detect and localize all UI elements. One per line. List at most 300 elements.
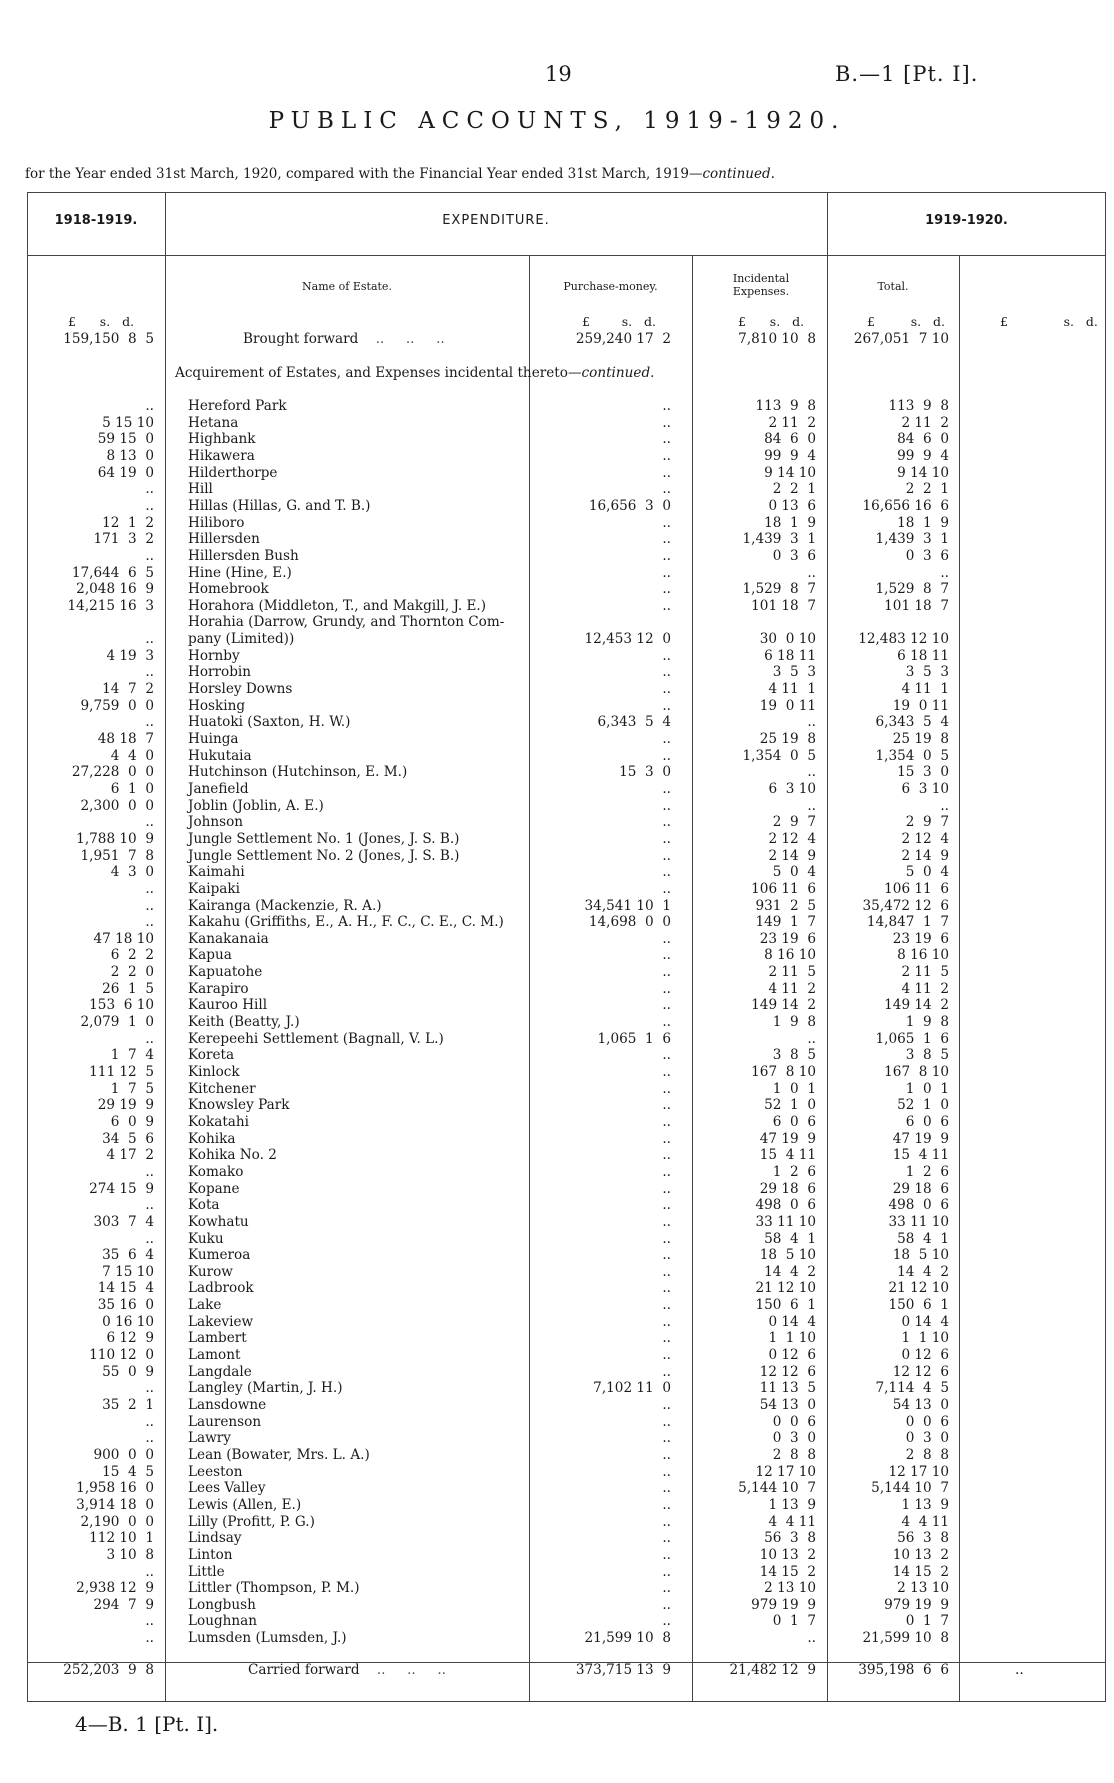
row-incidental-expenses: 56 3 8 <box>764 1530 816 1547</box>
row-incidental-expenses: 113 9 8 <box>755 398 816 414</box>
row-incidental-expenses: 25 19 8 <box>759 731 816 747</box>
row-prev-1918: 55 0 9 <box>102 1363 154 1380</box>
row-total: 0 1 7 <box>905 1613 949 1630</box>
row-prev-1918: .. <box>145 1380 154 1397</box>
row-purchase-money: .. <box>662 864 671 881</box>
row-purchase-money: .. <box>662 1047 671 1064</box>
row-prev-1918: 47 18 10 <box>93 930 154 947</box>
row-purchase-money: .. <box>662 531 671 548</box>
row-purchase-money: 21,599 10 8 <box>584 1630 671 1647</box>
row-incidental-expenses: 47 19 9 <box>759 1130 816 1147</box>
row-purchase-money: .. <box>662 930 671 947</box>
row-total: 6 3 10 <box>901 780 949 797</box>
row-incidental-expenses: 54 13 0 <box>759 1397 816 1413</box>
row-estate-name: Hetana <box>188 414 239 431</box>
row-estate-name: Kota <box>188 1197 220 1214</box>
row-estate-name: Lawry <box>188 1430 231 1447</box>
table-row <box>0 748 1114 765</box>
row-prev-1918: 153 6 10 <box>89 997 154 1014</box>
row-purchase-money: .. <box>662 1064 671 1080</box>
table-row <box>0 415 1114 432</box>
table-row <box>0 581 1114 598</box>
colhead-purchase-money: Purchase-money. <box>563 280 658 293</box>
row-incidental-expenses: 5,144 10 7 <box>738 1480 816 1497</box>
section-heading-text: Acquirement of Estates, and Expenses incidental thereto <box>175 365 568 381</box>
row-estate-name: Lansdowne <box>188 1397 267 1413</box>
row-estate-name: Johnson <box>188 814 244 831</box>
row-prev-1918: 274 15 9 <box>89 1180 154 1197</box>
leader-dots: .. .. .. <box>359 1662 446 1678</box>
row-incidental-expenses: 3 8 5 <box>772 1047 816 1064</box>
row-prev-1918: .. <box>145 1230 154 1247</box>
table-row <box>0 481 1114 498</box>
row-incidental-expenses: 18 1 9 <box>764 514 816 531</box>
table-row <box>0 1464 1114 1481</box>
header-1919: 1919-1920. <box>925 213 1008 228</box>
row-estate-name: Ladbrook <box>188 1280 254 1297</box>
row-total: 2 2 1 <box>905 481 949 498</box>
table-row <box>0 881 1114 898</box>
row-purchase-money: 15 3 0 <box>619 764 671 781</box>
row-incidental-expenses: 23 19 6 <box>759 930 816 947</box>
table-row <box>0 1280 1114 1297</box>
row-prev-1918: 294 7 9 <box>93 1596 154 1613</box>
row-total: 54 13 0 <box>892 1397 949 1413</box>
row-estate-name: Hillersden <box>188 531 260 548</box>
row-estate-name: Horahia (Darrow, Grundy, and Thornton Com- <box>188 614 505 631</box>
row-incidental-expenses: 2 14 9 <box>768 847 816 864</box>
row-prev-1918: 6 0 9 <box>110 1113 154 1130</box>
row-total: 14 15 2 <box>892 1563 949 1580</box>
row-incidental-expenses: 150 6 1 <box>755 1297 816 1314</box>
row-estate-name: Langley (Martin, J. H.) <box>188 1380 343 1397</box>
row-total: 0 14 4 <box>901 1313 949 1330</box>
row-estate-name: Hikawera <box>188 447 255 464</box>
brought-forward-row <box>0 331 1114 348</box>
row-estate-name: Kowhatu <box>188 1213 249 1230</box>
units-purchase: £ s. d. <box>582 314 657 329</box>
row-purchase-money: 6,343 5 4 <box>597 714 671 731</box>
row-incidental-expenses: 99 9 4 <box>764 447 816 464</box>
carried-forward-total: 395,198 6 6 <box>858 1662 949 1678</box>
row-estate-name: Hill <box>188 481 213 498</box>
carried-forward-label <box>248 1662 600 1679</box>
row-purchase-money: 7,102 11 0 <box>593 1380 671 1397</box>
table-row <box>0 1264 1114 1281</box>
row-total: 21 12 10 <box>888 1280 949 1297</box>
row-purchase-money: .. <box>662 1463 671 1480</box>
row-incidental-expenses: 2 9 7 <box>772 814 816 831</box>
row-prev-1918: 900 0 0 <box>93 1446 154 1463</box>
row-incidental-expenses: 12 17 10 <box>755 1463 816 1480</box>
row-estate-name: Leeston <box>188 1463 243 1480</box>
row-estate-name: Lake <box>188 1297 222 1314</box>
row-estate-name: Hutchinson (Hutchinson, E. M.) <box>188 764 408 781</box>
table-row <box>0 548 1114 565</box>
row-total: 6 0 6 <box>905 1113 949 1130</box>
table-row <box>0 1364 1114 1381</box>
row-prev-1918: 111 12 5 <box>89 1064 154 1080</box>
row-total: 4 11 2 <box>901 980 949 997</box>
table-row <box>0 964 1114 981</box>
row-incidental-expenses: 1,529 8 7 <box>742 581 816 598</box>
row-incidental-expenses: .. <box>807 714 816 731</box>
row-prev-1918: 6 1 0 <box>110 780 154 797</box>
row-total: 14 4 2 <box>897 1263 949 1280</box>
table-row <box>0 448 1114 465</box>
table-row <box>0 398 1114 415</box>
row-incidental-expenses: 14 4 2 <box>764 1263 816 1280</box>
row-estate-name: Lewis (Allen, E.) <box>188 1496 302 1513</box>
row-incidental-expenses: 149 1 7 <box>755 914 816 931</box>
row-total: 10 13 2 <box>892 1546 949 1563</box>
row-prev-1918: 1 7 4 <box>110 1047 154 1064</box>
row-estate-name: Horsley Downs <box>188 681 293 698</box>
row-estate-name: Hillas (Hillas, G. and T. B.) <box>188 497 371 514</box>
units-right: £ s. d. <box>1000 314 1098 329</box>
subtitle-continued: —continued. <box>688 166 775 182</box>
row-prev-1918: 2,190 0 0 <box>80 1513 154 1530</box>
row-estate-name: Langdale <box>188 1363 252 1380</box>
row-incidental-expenses: 14 15 2 <box>759 1563 816 1580</box>
row-purchase-money: .. <box>662 1213 671 1230</box>
row-purchase-money: .. <box>662 1247 671 1264</box>
row-total: 14,847 1 7 <box>866 914 949 931</box>
row-estate-name: Kokatahi <box>188 1113 249 1130</box>
row-prev-1918: 48 18 7 <box>97 731 154 747</box>
row-incidental-expenses: 15 4 11 <box>759 1147 816 1164</box>
row-estate-name: Kohika <box>188 1130 236 1147</box>
row-incidental-expenses: 0 13 6 <box>768 497 816 514</box>
brought-forward-name: Brought forward <box>243 331 359 347</box>
row-purchase-money: .. <box>662 1180 671 1197</box>
row-total: 2 8 8 <box>905 1446 949 1463</box>
units-1918: £ s. d. <box>68 314 135 329</box>
row-estate-name: Kumeroa <box>188 1247 251 1264</box>
table-row <box>0 1147 1114 1164</box>
row-incidental-expenses: 1,354 0 5 <box>742 747 816 764</box>
row-estate-name: Hereford Park <box>188 398 287 414</box>
units-total: £ s. d. <box>867 314 945 329</box>
row-incidental-expenses: 6 18 11 <box>764 647 816 664</box>
table-row <box>0 1397 1114 1414</box>
table-row <box>0 848 1114 865</box>
row-total: 106 11 6 <box>884 880 949 897</box>
row-total: 18 5 10 <box>892 1247 949 1264</box>
row-estate-name: Janefield <box>188 780 249 797</box>
row-total: 47 19 9 <box>892 1130 949 1147</box>
row-incidental-expenses: 4 4 11 <box>768 1513 816 1530</box>
row-prev-1918: .. <box>145 631 154 648</box>
row-prev-1918: 171 3 2 <box>93 531 154 548</box>
row-estate-name: Keith (Beatty, J.) <box>188 1014 300 1031</box>
row-incidental-expenses: .. <box>807 564 816 581</box>
row-incidental-expenses: 0 3 0 <box>772 1430 816 1447</box>
row-prev-1918: 64 19 0 <box>97 464 154 481</box>
row-purchase-money: .. <box>662 1130 671 1147</box>
row-incidental-expenses: 0 0 6 <box>772 1413 816 1430</box>
row-total: 1,354 0 5 <box>875 747 949 764</box>
row-total: 498 0 6 <box>888 1197 949 1214</box>
row-prev-1918: .. <box>145 1163 154 1180</box>
row-total: 5 0 4 <box>905 864 949 881</box>
row-incidental-expenses: 2 12 4 <box>768 830 816 847</box>
row-prev-1918: 27,228 0 0 <box>71 764 154 781</box>
table-row <box>0 1014 1114 1031</box>
row-incidental-expenses: 0 12 6 <box>768 1347 816 1364</box>
table-row <box>0 781 1114 798</box>
row-total: 12 12 6 <box>892 1363 949 1380</box>
row-estate-name: Karapiro <box>188 980 249 997</box>
row-total: 99 9 4 <box>897 447 949 464</box>
row-estate-name: Littler (Thompson, P. M.) <box>188 1580 360 1597</box>
row-prev-1918: 35 6 4 <box>102 1247 154 1264</box>
row-incidental-expenses: 10 13 2 <box>759 1546 816 1563</box>
row-total: 0 3 0 <box>905 1430 949 1447</box>
row-purchase-money: .. <box>662 697 671 714</box>
row-prev-1918: .. <box>145 481 154 498</box>
row-prev-1918: .. <box>145 814 154 831</box>
row-prev-1918: .. <box>145 897 154 914</box>
row-prev-1918: 2,048 16 9 <box>76 581 154 598</box>
brought-forward-label <box>243 331 595 348</box>
row-estate-name: Kuku <box>188 1230 224 1247</box>
row-incidental-expenses: 1 2 6 <box>772 1163 816 1180</box>
row-total: 2 14 9 <box>901 847 949 864</box>
row-prev-1918: .. <box>145 1630 154 1647</box>
row-incidental-expenses: 9 14 10 <box>764 464 816 481</box>
header-expenditure: EXPENDITURE. <box>442 213 550 228</box>
row-prev-1918: 1 7 5 <box>110 1080 154 1097</box>
row-total: 167 8 10 <box>884 1064 949 1080</box>
table-row <box>0 598 1114 615</box>
row-purchase-money: .. <box>662 681 671 698</box>
subtitle <box>25 166 775 182</box>
row-prev-1918: 2,300 0 0 <box>80 797 154 814</box>
row-prev-1918: 12 1 2 <box>102 514 154 531</box>
row-incidental-expenses: 12 12 6 <box>759 1363 816 1380</box>
row-total: 16,656 16 6 <box>862 497 949 514</box>
row-prev-1918: 14 15 4 <box>97 1280 154 1297</box>
row-incidental-expenses: 979 19 9 <box>751 1596 816 1613</box>
row-incidental-expenses: 6 3 10 <box>768 780 816 797</box>
row-estate-name: Kaimahi <box>188 864 245 881</box>
row-purchase-money: .. <box>662 1297 671 1314</box>
row-estate-name: Kerepeehi Settlement (Bagnall, V. L.) <box>188 1030 444 1047</box>
row-total: 101 18 7 <box>884 597 949 614</box>
row-total: 2 12 4 <box>901 830 949 847</box>
row-purchase-money: .. <box>662 1546 671 1563</box>
row-prev-1918: 9,759 0 0 <box>80 697 154 714</box>
row-estate-name: Kairanga (Mackenzie, R. A.) <box>188 897 382 914</box>
row-prev-1918: .. <box>145 664 154 681</box>
row-total: 2 9 7 <box>905 814 949 831</box>
row-incidental-expenses: 167 8 10 <box>751 1064 816 1080</box>
row-purchase-money: .. <box>662 1313 671 1330</box>
row-prev-1918: 2,079 1 0 <box>80 1014 154 1031</box>
row-prev-1918: 6 12 9 <box>106 1330 154 1347</box>
row-purchase-money: .. <box>662 1097 671 1114</box>
row-prev-1918: .. <box>145 1197 154 1214</box>
row-purchase-money: .. <box>662 597 671 614</box>
carried-forward-row <box>0 1662 1114 1679</box>
document-reference: B.—1 [Pt. I]. <box>835 62 979 86</box>
row-total: 9 14 10 <box>897 464 949 481</box>
row-prev-1918: 303 7 4 <box>93 1213 154 1230</box>
row-purchase-money: .. <box>662 830 671 847</box>
row-prev-1918: 26 1 5 <box>102 980 154 997</box>
table-row <box>0 614 1114 631</box>
row-estate-name: Horahora (Middleton, T., and Makgill, J. E.) <box>188 597 487 614</box>
row-total: 1 13 9 <box>901 1496 949 1513</box>
row-estate-name: Little <box>188 1563 225 1580</box>
row-total: 2 11 5 <box>901 964 949 981</box>
row-prev-1918: 4 17 2 <box>106 1147 154 1164</box>
row-total: 979 19 9 <box>884 1596 949 1613</box>
table-row <box>0 1480 1114 1497</box>
row-prev-1918: 0 16 10 <box>102 1313 154 1330</box>
row-estate-name: Kohika No. 2 <box>188 1147 277 1164</box>
row-total: 1,065 1 6 <box>875 1030 949 1047</box>
row-total: 19 0 11 <box>892 697 949 714</box>
table-row <box>0 898 1114 915</box>
row-estate-name: Kinlock <box>188 1064 240 1080</box>
row-estate-name: Hilderthorpe <box>188 464 278 481</box>
table-row <box>0 1580 1114 1597</box>
row-incidental-expenses: 8 16 10 <box>764 947 816 964</box>
table-row <box>0 1031 1114 1048</box>
row-prev-1918: 8 13 0 <box>106 447 154 464</box>
row-estate-name: Kanakanaia <box>188 930 269 947</box>
row-purchase-money: .. <box>662 1113 671 1130</box>
row-prev-1918: 4 3 0 <box>110 864 154 881</box>
row-incidental-expenses: 0 3 6 <box>772 547 816 564</box>
row-incidental-expenses: 33 11 10 <box>755 1213 816 1230</box>
row-total: 3 5 3 <box>905 664 949 681</box>
row-incidental-expenses: 1 0 1 <box>772 1080 816 1097</box>
row-estate-name: Kurow <box>188 1263 233 1280</box>
row-prev-1918: .. <box>145 1613 154 1630</box>
row-total: .. <box>940 564 949 581</box>
page-number: 19 <box>545 62 572 86</box>
table-row <box>0 631 1114 648</box>
row-total: 6,343 5 4 <box>875 714 949 731</box>
row-purchase-money: .. <box>662 1530 671 1547</box>
row-purchase-money: .. <box>662 1263 671 1280</box>
table-row <box>0 1447 1114 1464</box>
table-row <box>0 664 1114 681</box>
row-total: 15 3 0 <box>897 764 949 781</box>
row-incidental-expenses: 2 13 10 <box>764 1580 816 1597</box>
colhead-name-of-estate: Name of Estate. <box>302 280 392 293</box>
table-row <box>0 1613 1114 1630</box>
row-estate-name: Hiliboro <box>188 514 245 531</box>
row-estate-name: Laurenson <box>188 1413 262 1430</box>
row-estate-name: Huinga <box>188 731 239 747</box>
brought-forward-prev: 159,150 8 5 <box>63 331 154 347</box>
row-prev-1918: 1,788 10 9 <box>76 830 154 847</box>
table-row <box>0 997 1114 1014</box>
row-estate-name: Horrobin <box>188 664 252 681</box>
row-prev-1918: 14,215 16 3 <box>67 597 154 614</box>
colhead-total: Total. <box>877 280 909 293</box>
row-prev-1918: 1,958 16 0 <box>76 1480 154 1497</box>
page-footer: 4—B. 1 [Pt. I]. <box>75 1712 219 1736</box>
row-total: 3 8 5 <box>905 1047 949 1064</box>
row-purchase-money: .. <box>662 1347 671 1364</box>
row-purchase-money: .. <box>662 1496 671 1513</box>
row-prev-1918: .. <box>145 1563 154 1580</box>
row-prev-1918: 7 15 10 <box>102 1263 154 1280</box>
row-prev-1918: 112 10 1 <box>89 1530 154 1547</box>
row-estate-name: Kapua <box>188 947 232 964</box>
row-purchase-money: .. <box>662 814 671 831</box>
table-row <box>0 1530 1114 1547</box>
row-prev-1918: .. <box>145 1413 154 1430</box>
row-estate-name: Kakahu (Griffiths, E., A. H., F. C., C. E., C. M.) <box>188 914 504 931</box>
row-purchase-money: .. <box>662 1230 671 1247</box>
table-row <box>0 981 1114 998</box>
row-total: 15 4 11 <box>892 1147 949 1164</box>
row-purchase-money: .. <box>662 564 671 581</box>
table-row <box>0 1347 1114 1364</box>
table-row <box>0 531 1114 548</box>
row-estate-name: Kitchener <box>188 1080 256 1097</box>
row-purchase-money: .. <box>662 731 671 747</box>
row-incidental-expenses: .. <box>807 797 816 814</box>
row-estate-name: Hine (Hine, E.) <box>188 564 292 581</box>
carried-forward-incidental: 21,482 12 9 <box>729 1662 816 1678</box>
row-purchase-money: .. <box>662 1163 671 1180</box>
row-purchase-money: .. <box>662 481 671 498</box>
brought-forward-incidental: 7,810 10 8 <box>738 331 816 347</box>
row-prev-1918: 2,938 12 9 <box>76 1580 154 1597</box>
brought-forward-total: 267,051 7 10 <box>853 331 949 347</box>
row-incidental-expenses: 1,439 3 1 <box>742 531 816 548</box>
table-row <box>0 814 1114 831</box>
row-total: 113 9 8 <box>888 398 949 414</box>
row-purchase-money: .. <box>662 1513 671 1530</box>
row-estate-name: Lambert <box>188 1330 247 1347</box>
table-row <box>0 698 1114 715</box>
row-purchase-money: .. <box>662 1397 671 1413</box>
table-row <box>0 1247 1114 1264</box>
table-row <box>0 1297 1114 1314</box>
row-total: 21,599 10 8 <box>862 1630 949 1647</box>
row-incidental-expenses: .. <box>807 1030 816 1047</box>
row-prev-1918: 110 12 0 <box>89 1347 154 1364</box>
row-purchase-money: .. <box>662 1446 671 1463</box>
row-estate-name: Kapuatohe <box>188 964 263 981</box>
row-incidental-expenses: 2 8 8 <box>772 1446 816 1463</box>
row-purchase-money: .. <box>662 547 671 564</box>
row-purchase-money: .. <box>662 1080 671 1097</box>
table-row <box>0 1430 1114 1447</box>
row-purchase-money: .. <box>662 797 671 814</box>
table-row <box>0 431 1114 448</box>
table-row <box>0 1564 1114 1581</box>
row-prev-1918: 3,914 18 0 <box>76 1496 154 1513</box>
colhead-incidental-expenses: Incidental Expenses. <box>732 272 790 298</box>
table-row <box>0 1164 1114 1181</box>
row-purchase-money: .. <box>662 431 671 448</box>
row-purchase-money: .. <box>662 447 671 464</box>
row-incidental-expenses: 30 0 10 <box>759 631 816 648</box>
row-incidental-expenses: 2 11 2 <box>768 414 816 431</box>
row-incidental-expenses: 0 1 7 <box>772 1613 816 1630</box>
row-incidental-expenses: 5 0 4 <box>772 864 816 881</box>
row-incidental-expenses: 101 18 7 <box>751 597 816 614</box>
